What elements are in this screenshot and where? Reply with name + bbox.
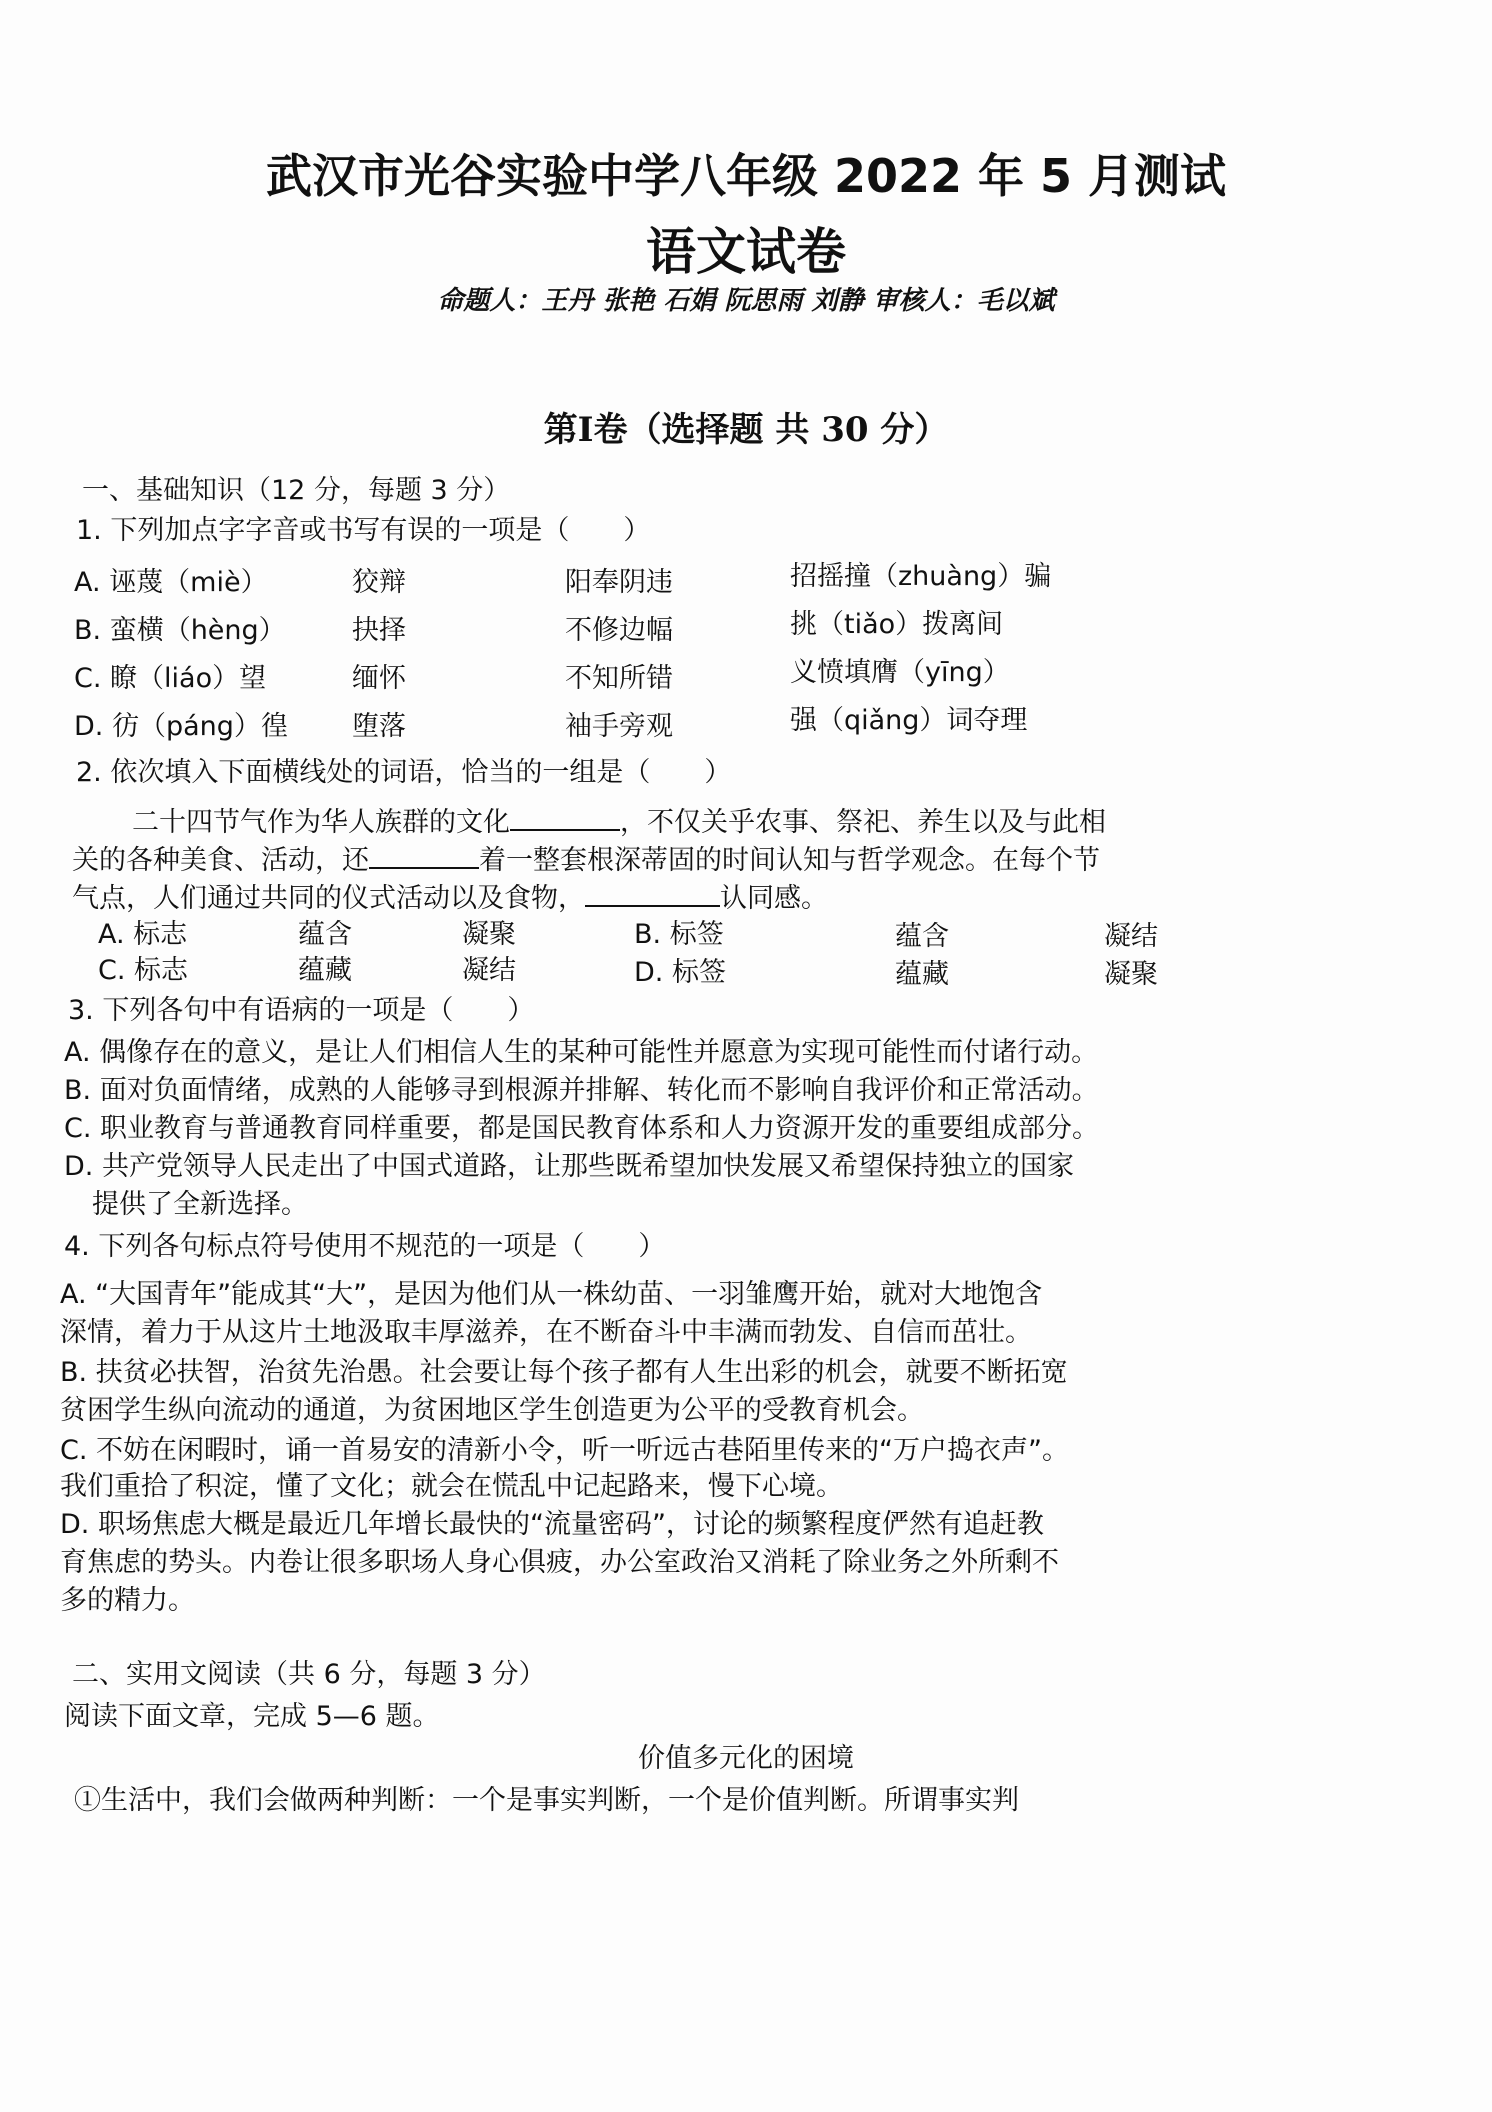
- q2-option-d-3: 凝聚: [1104, 959, 1158, 990]
- article-title: 价值多元化的困境: [638, 1743, 854, 1774]
- article-first-line: ①生活中，我们会做两种判断：一个是事实判断，一个是价值判断。所谓事实判: [74, 1785, 1019, 1816]
- q1-option-b-col2: 抉择: [352, 615, 406, 646]
- q2-blank-2: [369, 845, 479, 869]
- exam-subtitle: 语文试卷: [646, 223, 846, 281]
- q1-option-d-col3: 袖手旁观: [565, 711, 673, 742]
- q1-option-b-col3: 不修边幅: [565, 615, 673, 646]
- q4-line-7: D. 职场焦虑大概是最近几年增长最快的“流量密码”，讨论的频繁程度俨然有追赶教: [60, 1509, 1044, 1540]
- q1-option-b-col4: 挑（tiǎo）拨离间: [790, 609, 1004, 640]
- q2-blank-1: [510, 807, 620, 831]
- exam-authors: 命题人：王丹 张艳 石娟 阮思雨 刘静 审核人：毛以斌: [437, 286, 1055, 316]
- q2-passage-1b: ，不仅关乎农事、祭祀、养生以及与此相: [620, 807, 1106, 838]
- q2-blank-3: [585, 883, 720, 907]
- q2-option-b-1: B. 标签: [634, 919, 724, 950]
- q1-option-c-col1: C. 瞭（liáo）望: [74, 663, 267, 694]
- q1-option-b-col1: B. 蛮横（hèng）: [74, 615, 286, 646]
- question-1-stem: 1. 下列加点字字音或书写有误的一项是（ ）: [76, 515, 651, 546]
- q3-option-d: D. 共产党领导人民走出了中国式道路，让那些既希望加快发展又希望保持独立的国家: [64, 1151, 1074, 1182]
- q2-passage-1a: 二十四节气作为华人族群的文化: [132, 807, 510, 838]
- q1-option-c-col4: 义愤填膺（yīng）: [790, 657, 1010, 688]
- q2-option-b-2: 蕴含: [895, 921, 949, 952]
- question-2-stem: 2. 依次填入下面横线处的词语，恰当的一组是（ ）: [76, 757, 732, 788]
- q4-line-2: 深情，着力于从这片土地汲取丰厚滋养，在不断奋斗中丰满而勃发、自信而茁壮。: [60, 1317, 1032, 1348]
- q2-option-c-1: C. 标志: [98, 955, 189, 986]
- q2-option-b-3: 凝结: [1104, 921, 1158, 952]
- q3-option-c: C. 职业教育与普通教育同样重要，都是国民教育体系和人力资源开发的重要组成部分。: [64, 1113, 1100, 1144]
- q2-option-c-2: 蕴藏: [298, 955, 352, 986]
- q2-passage-3a: 气点，人们通过共同的仪式活动以及食物，: [72, 883, 585, 914]
- q4-line-8: 育焦虑的势头。内卷让很多职场人身心俱疲，办公室政治又消耗了除业务之外所剩不: [60, 1547, 1059, 1578]
- q4-line-5: C. 不妨在闲暇时，诵一首易安的清新小令，听一听远古巷陌里传来的“万户捣衣声”。: [60, 1435, 1069, 1466]
- q4-line-4: 贫困学生纵向流动的通道，为贫困地区学生创造更为公平的受教育机会。: [60, 1395, 924, 1426]
- q4-line-3: B. 扶贫必扶智，治贫先治愚。社会要让每个孩子都有人生出彩的机会，就要不断拓宽: [60, 1357, 1068, 1388]
- question-4-stem: 4. 下列各句标点符号使用不规范的一项是（ ）: [64, 1231, 666, 1262]
- q3-option-d-cont: 提供了全新选择。: [92, 1189, 308, 1220]
- part-two-title: 二、实用文阅读（共 6 分，每题 3 分）: [72, 1659, 546, 1690]
- q4-line-6: 我们重拾了积淀，懂了文化；就会在慌乱中记起路来，慢下心境。: [60, 1471, 843, 1502]
- part-two-instruction: 阅读下面文章，完成 5—6 题。: [64, 1701, 440, 1732]
- q1-option-d-col1: D. 彷（páng）徨: [74, 711, 288, 742]
- q2-option-a-1: A. 标志: [98, 919, 188, 950]
- q1-option-a-col3: 阳奉阴违: [565, 567, 673, 598]
- part-one-title: 一、基础知识（12 分，每题 3 分）: [82, 475, 511, 506]
- q2-passage-2a: 关的各种美食、活动，还: [72, 845, 369, 876]
- q1-option-d-col2: 堕落: [352, 711, 406, 742]
- q1-option-c-col3: 不知所错: [565, 663, 673, 694]
- q3-option-a: A. 偶像存在的意义，是让人们相信人生的某种可能性并愿意为实现可能性而付诸行动。: [64, 1037, 1099, 1068]
- q1-option-a-col2: 狡辩: [352, 567, 406, 598]
- q1-option-a-col1: A. 诬蔑（miè）: [74, 567, 268, 598]
- q1-option-d-col4: 强（qiǎng）词夺理: [790, 705, 1028, 736]
- exam-title: 武汉市光谷实验中学八年级 2022 年 5 月测试: [265, 149, 1227, 203]
- q2-option-d-2: 蕴藏: [895, 959, 949, 990]
- section-title: 第Ⅰ卷（选择题 共 30 分）: [543, 410, 949, 450]
- q2-option-d-1: D. 标签: [634, 957, 726, 988]
- q2-passage-line-3: [72, 876, 828, 915]
- q2-option-c-3: 凝结: [462, 955, 516, 986]
- q4-line-1: A. “大国青年”能成其“大”，是因为他们从一株幼苗、一羽雏鹰开始，就对大地饱含: [60, 1279, 1043, 1310]
- q2-passage-3b: 认同感。: [720, 883, 828, 914]
- q1-option-a-col4: 招摇撞（zhuàng）骗: [790, 561, 1052, 592]
- q2-passage-line-2: [72, 838, 1100, 877]
- q4-line-9: 多的精力。: [60, 1585, 195, 1616]
- q2-option-a-3: 凝聚: [462, 919, 516, 950]
- q1-option-c-col2: 缅怀: [352, 663, 406, 694]
- q3-option-b: B. 面对负面情绪，成熟的人能够寻到根源并排解、转化而不影响自我评价和正常活动。: [64, 1075, 1099, 1106]
- q2-passage-line-1: [132, 800, 1106, 839]
- question-3-stem: 3. 下列各句中有语病的一项是（ ）: [68, 995, 535, 1026]
- q2-passage-2b: 着一整套根深蒂固的时间认知与哲学观念。在每个节: [479, 845, 1100, 876]
- q2-option-a-2: 蕴含: [298, 919, 352, 950]
